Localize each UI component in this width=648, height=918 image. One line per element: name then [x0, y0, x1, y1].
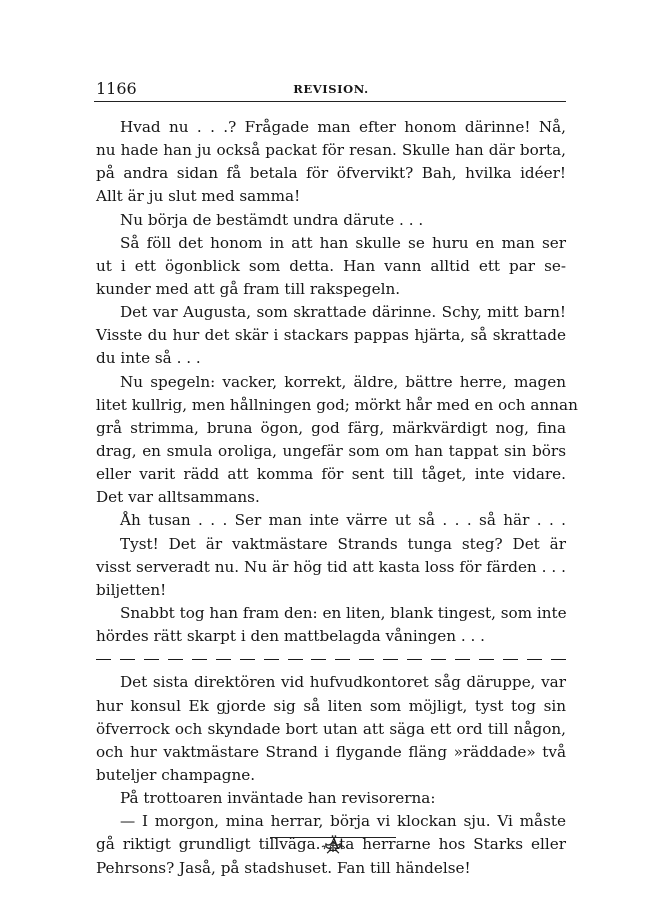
text-line: nu hade han ju också packat för resan. Skulle han där borta,: [96, 141, 566, 160]
text-line: öfverrock och skyndade bort utan att säga ett ord till någon,: [96, 719, 566, 738]
text-line: Pehrsons? Jaså, på stadshuset. Fan till händelse!: [96, 858, 471, 877]
text-line: litet kullrig, men hållningen god; mörkt hår med en och annan: [96, 395, 578, 414]
fleuron-icon: [318, 840, 348, 854]
body-text: [96, 116, 578, 880]
text-line: eller varit rädd att komma för sent till tåget, inte vidare.: [96, 465, 566, 484]
page-header: [96, 80, 566, 98]
text-line: Åh tusan . . . Ser man inte värre ut så . . . så här . . .: [120, 511, 566, 530]
text-line: drag, en smula oroliga, ungefär som om han tappat sin börs: [96, 441, 566, 460]
text-line: Tyst! Det är vaktmästare Strands tunga steg? Det är: [120, 534, 566, 553]
text-line: Hvad nu . . .? Frågade man efter honom därinne! Nå,: [120, 118, 566, 136]
text-line: buteljer champagne.: [96, 765, 256, 784]
text-line: Allt är ju slut med samma!: [96, 187, 301, 206]
text-line: Nu spegeln: vacker, korrekt, äldre, bättre herre, magen: [120, 372, 566, 391]
text-line: hur konsul Ek gjorde sig så liten som möjligt, tyst tog sin: [96, 696, 566, 715]
text-line: biljetten!: [96, 580, 167, 599]
text-line: Nu börja de bestämdt undra därute . . .: [120, 210, 424, 229]
text-line: På trottoaren inväntade han revisorerna:: [120, 789, 436, 808]
text-line: Det var alltsammans.: [96, 488, 260, 507]
section-break-dashes: [96, 648, 566, 671]
text-line: kunder med att gå fram till rakspegeln.: [96, 279, 401, 298]
text-line: grå strimma, bruna ögon, god färg, märkvärdigt nog, fina: [96, 418, 566, 437]
text-line: — I morgon, mina herrar, börja vi klockan sju. Vi måste: [120, 812, 566, 831]
text-line: Det var Augusta, som skrattade därinne. Schy, mitt barn!: [120, 303, 566, 322]
text-line: och hur vaktmästare Strand i flygande fläng »räddade» två: [96, 742, 566, 761]
text-line: Visste du hur det skär i stackars pappas hjärta, så skrattade: [96, 326, 566, 345]
text-line: hördes rätt skarpt i den mattbelagda våningen . . .: [96, 627, 485, 646]
page-number: 1166: [96, 79, 137, 98]
text-line: ut i ett ögonblick som detta. Han vann alltid ett par se-: [96, 256, 566, 275]
text-line: visst serveradt nu. Nu är hög tid att kasta loss för färden . . .: [96, 557, 566, 576]
text-line: på andra sidan få betala för öfvervikt? Bah, hvilka idéer!: [96, 164, 566, 183]
text-line: Det sista direktören vid hufvudkontoret såg däruppe, var: [120, 673, 566, 692]
text-line: Snabbt tog han fram den: en liten, blank tingest, som inte: [120, 603, 567, 622]
text-line: du inte så . . .: [96, 349, 201, 368]
text-line: gå riktigt grundligt tillväga. Äta herrarne hos Starks eller: [96, 835, 566, 854]
running-title: REVISION.: [293, 82, 369, 96]
ornament-rule: [270, 837, 396, 838]
header-rule: [94, 101, 566, 102]
text-line: Så föll det honom in att han skulle se huru en man ser: [120, 233, 566, 252]
